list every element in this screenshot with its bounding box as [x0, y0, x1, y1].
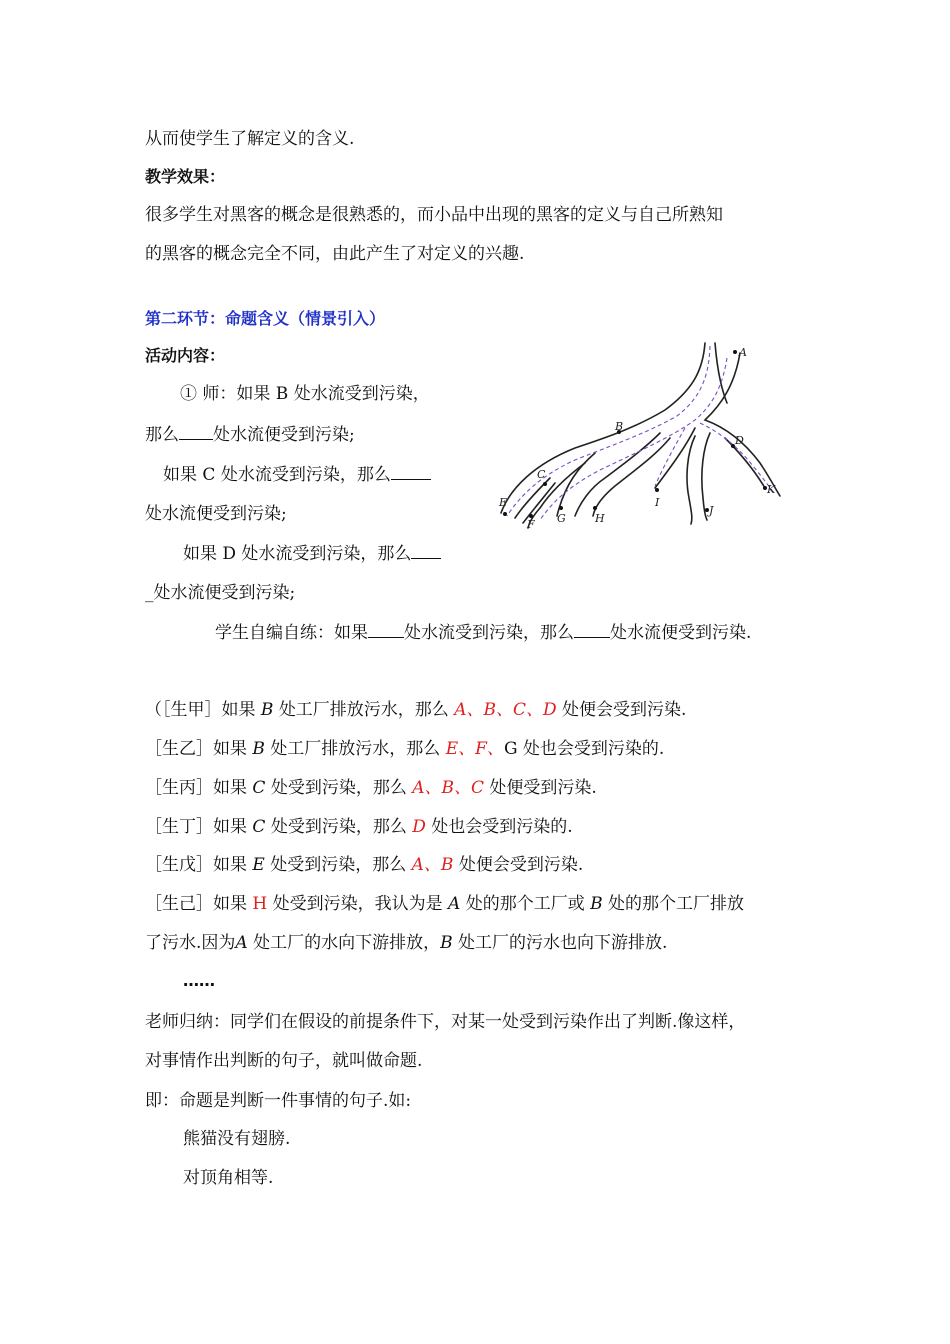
answer-highlight: A、B — [411, 855, 454, 875]
answer-text: 处受到污染，那么 — [270, 855, 407, 875]
effect-paragraph-line-1: 很多学生对黑客的概念是很熟悉的，而小品中出现的黑客的定义与自己所熟知 — [145, 205, 723, 225]
summary-line-2: 对事情作出判断的句子，就叫做命题. — [145, 1051, 423, 1071]
point-label-h: H — [595, 512, 605, 525]
example-2: 对顶角相等. — [183, 1168, 274, 1188]
answer-text: ［生丁］如果 — [145, 817, 247, 837]
answer-blank — [574, 621, 610, 638]
answer-letter: C — [252, 778, 266, 798]
answer-text: 处的那个工厂排放 — [608, 894, 745, 914]
student-answer-4 — [145, 816, 573, 838]
answer-text: 处工厂的污水也向下游排放. — [458, 933, 668, 953]
point-label-a: A — [739, 346, 747, 359]
example-1: 熊猫没有翅膀. — [183, 1129, 291, 1149]
answer-text: 处便会受到污染. — [458, 855, 584, 875]
point-label-f: F — [527, 518, 535, 531]
student-answer-1 — [145, 699, 686, 721]
self-practice-text: 处水流便受到污染. — [610, 623, 752, 643]
question-text: 那么 — [145, 425, 179, 445]
self-practice-line — [215, 621, 751, 644]
answer-blank — [179, 423, 213, 440]
answer-text: 处工厂排放污水，那么 — [270, 739, 441, 759]
river-point-markers — [503, 350, 767, 518]
river-pollution-diagram — [495, 338, 795, 533]
student-answer-6 — [145, 893, 744, 915]
question-line-1 — [180, 383, 430, 405]
answer-letter: A — [235, 933, 248, 953]
answer-letter: C — [252, 817, 266, 837]
self-practice-text: 学生自编自练：如果 — [215, 623, 368, 643]
point-label-e: E — [499, 496, 508, 509]
answer-text: （［生甲］如果 — [145, 700, 256, 720]
answer-letter: A — [448, 894, 461, 914]
answer-text: 处受到污染，那么 — [270, 778, 407, 798]
definition-line: 即：命题是判断一件事情的句子.如: — [145, 1091, 412, 1111]
summary-line-1: 老师归纳：同学们在假设的前提条件下，对某一处受到污染作出了判断.像这样， — [145, 1012, 746, 1032]
answer-letter: B — [252, 739, 265, 759]
student-answer-5 — [145, 854, 583, 876]
answer-letter: B — [440, 933, 453, 953]
answer-text: 处便受到污染. — [489, 778, 597, 798]
answer-text: 处也会受到污染的. — [431, 817, 573, 837]
point-label-j: J — [709, 504, 714, 517]
question-text: 处水流便受到污染; — [145, 504, 287, 524]
point-label-g: G — [557, 512, 566, 525]
answer-text: ［生乙］如果 — [145, 739, 247, 759]
question-line-2 — [145, 423, 355, 446]
student-answer-6-continued — [145, 932, 667, 954]
activity-heading: 活动内容： — [145, 346, 226, 365]
answer-text: G 处也会受到污染的. — [503, 739, 665, 759]
answer-highlight: A、B、C、D — [454, 700, 557, 720]
point-label-c2: C — [537, 468, 546, 481]
point-label-k: K — [767, 483, 776, 496]
question-text: 如果 C 处水流受到污染，那么 — [163, 465, 391, 485]
point-label-i: I — [655, 496, 660, 509]
ellipsis: …… — [183, 971, 215, 990]
student-answer-2 — [145, 738, 664, 760]
answer-text: ［生丙］如果 — [145, 778, 247, 798]
answer-text: ［生戊］如果 — [145, 855, 247, 875]
self-practice-text: 处水流受到污染，那么 — [404, 623, 574, 643]
answer-blank — [411, 542, 441, 559]
answer-text: 处受到污染，我认为是 — [272, 894, 443, 914]
question-line-5 — [183, 542, 441, 565]
question-line-4 — [145, 503, 287, 525]
answer-highlight: E、F、 — [445, 739, 504, 759]
answer-letter: B — [260, 700, 274, 720]
answer-blank — [391, 463, 431, 480]
answer-highlight: H — [252, 894, 268, 914]
student-answer-3 — [145, 777, 597, 799]
answer-text: 处的那个工厂或 — [465, 894, 585, 914]
answer-blank — [368, 621, 404, 638]
answer-highlight: A、B、C — [412, 778, 485, 798]
answer-text: 处受到污染，那么 — [270, 817, 407, 837]
question-line-6 — [145, 582, 295, 604]
effect-heading: 教学效果： — [145, 167, 226, 186]
question-text: 如果 D 处水流受到污染，那么 — [183, 544, 412, 564]
question-text: 处水流便受到污染; — [213, 425, 355, 445]
point-label-b: B — [615, 420, 624, 433]
answer-letter: B — [590, 894, 603, 914]
answer-text: 了污水.因为 — [145, 933, 236, 953]
answer-highlight: D — [412, 817, 426, 837]
answer-letter: E — [252, 855, 265, 875]
answer-text: 处便会受到污染. — [562, 700, 687, 720]
question-text: ① 师：如果 B 处水流受到污染， — [180, 384, 430, 404]
effect-paragraph-line-2: 的黑客的概念完全不同，由此产生了对定义的兴趣. — [145, 244, 525, 264]
section-heading: 第二环节：命题含义（情景引入） — [145, 309, 386, 328]
question-text: _处水流便受到污染; — [145, 583, 296, 603]
question-line-3 — [163, 463, 431, 486]
answer-text: 处工厂排放污水，那么 — [278, 700, 449, 720]
answer-text: ［生己］如果 — [145, 894, 247, 914]
answer-text: 处工厂的水向下游排放， — [253, 933, 441, 953]
point-label-c: D — [735, 434, 744, 447]
intro-line: 从而使学生了解定义的含义. — [145, 129, 355, 149]
